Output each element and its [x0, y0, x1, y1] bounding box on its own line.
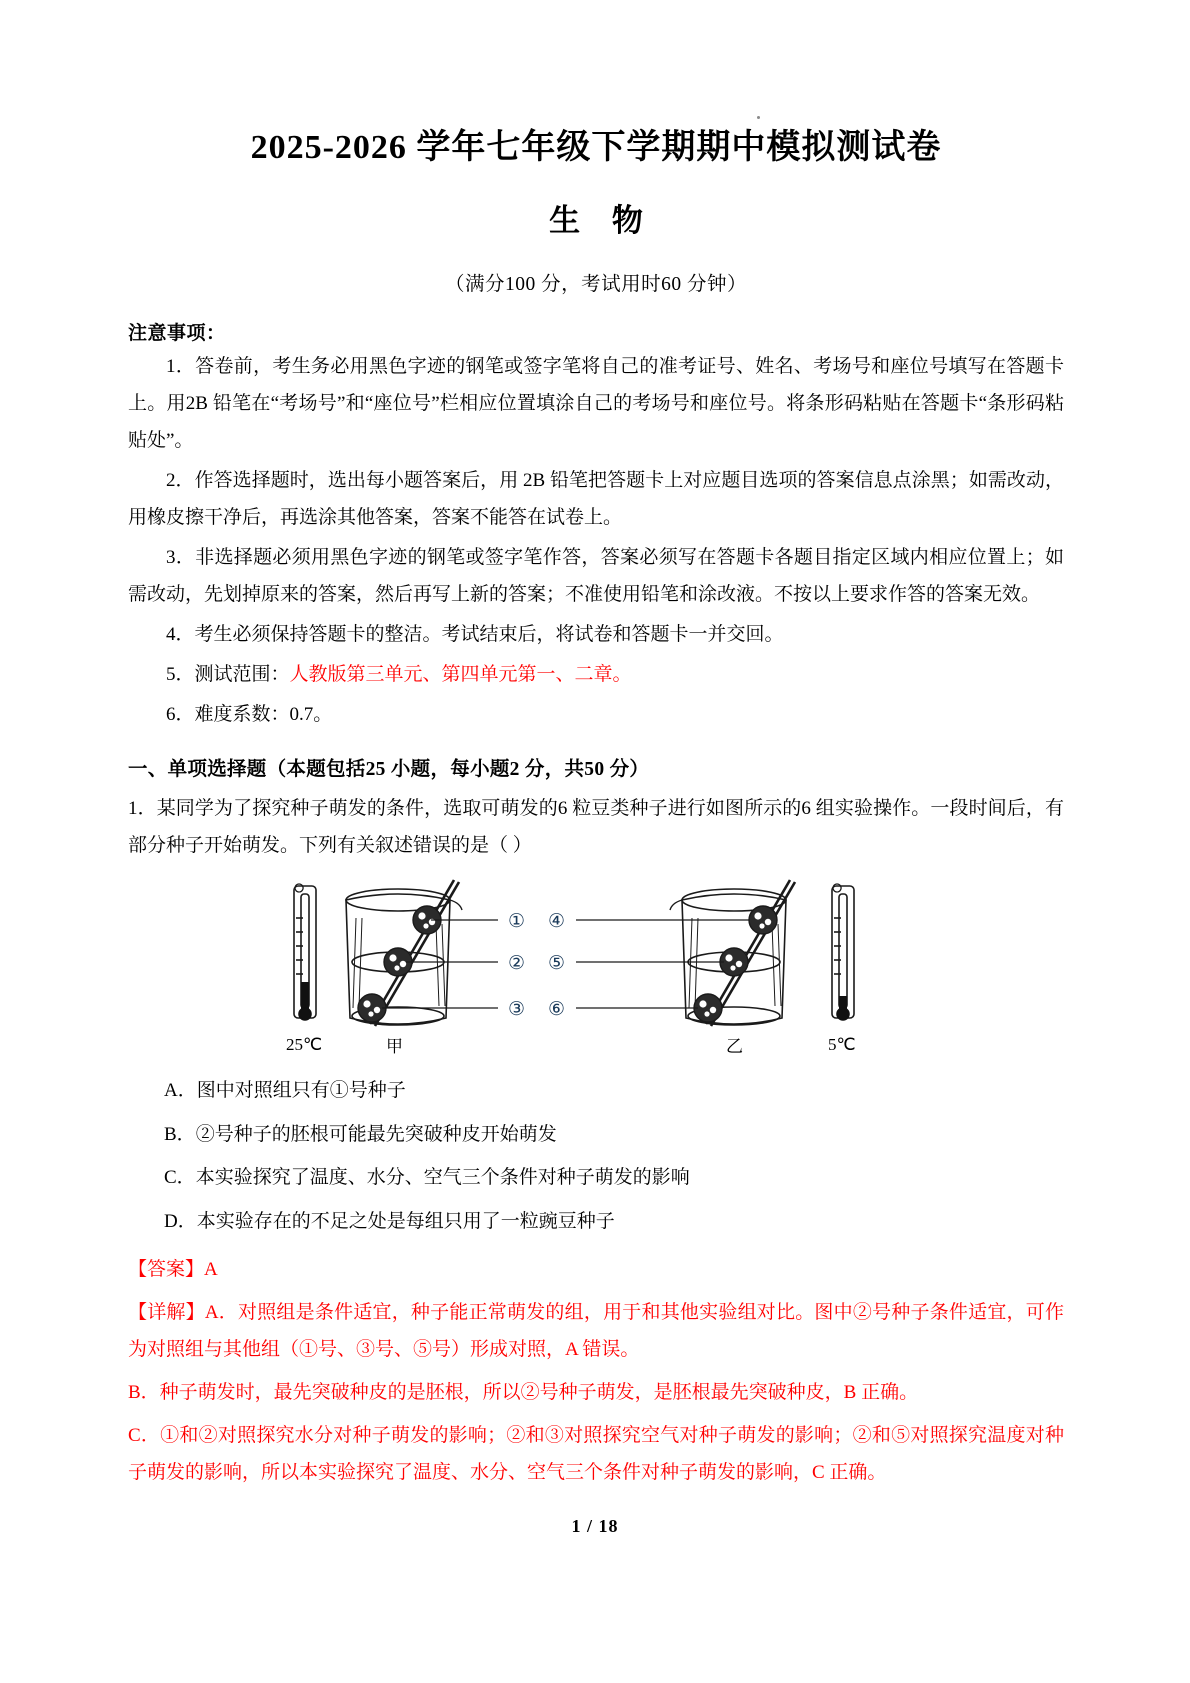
- scope-prefix: 5．测试范围：: [166, 664, 290, 686]
- question-1-figure: [128, 878, 1064, 1063]
- callout-4-label: ④: [548, 910, 566, 933]
- notice-item-2: 2．作答选择题时，选出每小题答案后，用 2B 铅笔把答题卡上对应题目选项的答案信息点涂黑；如需改动，用橡皮擦干净后，再选涂其他答案，答案不能答在试卷上。: [128, 469, 1064, 528]
- seed-germination-diagram: [276, 878, 916, 1063]
- question-1-option-c[interactable]: [128, 1163, 1064, 1193]
- page-content: [128, 0, 1064, 1491]
- page-number: 1 / 18: [571, 1516, 619, 1536]
- notice-item-1: 1．答卷前，考生务必用黑色字迹的钢笔或签字笔将自己的准考证号、姓名、考场号和座位号填写在答题卡上。用2B 铅笔在“考场号”和“座位号”栏相应位置填涂自己的考场号和座位号。将条形码粘贴在答题卡“条形码粘贴处”。: [128, 355, 1064, 451]
- callout-1-label: ①: [508, 910, 526, 933]
- scope-value: 人教版第三单元、第四单元第一、二章。: [289, 664, 632, 686]
- callout-2-label: ②: [508, 952, 526, 975]
- callout-5-label: ⑤: [548, 952, 566, 975]
- question-1-explanation-b: B．种子萌发时，最先突破种皮的是胚根，所以②号种子萌发，是胚根最先突破种皮，B 正确。: [128, 1382, 919, 1404]
- question-1-explanation-c: C．①和②对照探究水分对种子萌发的影响；②和③对照探究空气对种子萌发的影响；②和⑤对照探究温度对种子萌发的影响，所以本实验探究了温度、水分、空气三个条件对种子萌发的影响，C 正确。: [128, 1425, 1064, 1484]
- question-1-option-a[interactable]: [128, 1076, 1064, 1106]
- option-a-letter: A．: [164, 1080, 197, 1102]
- right-thermometer-label: 5℃: [828, 1035, 856, 1055]
- subject-title: 生 物: [549, 202, 655, 238]
- option-a-text: 图中对照组只有①号种子: [196, 1080, 406, 1102]
- option-c-letter: C．: [164, 1167, 196, 1189]
- page-title: 2025-2026 学年七年级下学期期中模拟测试卷: [250, 129, 942, 166]
- question-1-explanation-a: 【详解】A．对照组是条件适宜，种子能正常萌发的组，用于和其他实验组对比。图中②号种子条件适宜，可作为对照组与其他组（①号、③号、⑤号）形成对照，A 错误。: [128, 1301, 1064, 1361]
- notice-item-6: 6．难度系数：0.7。: [166, 704, 333, 726]
- question-1-option-b[interactable]: [128, 1120, 1064, 1150]
- right-beaker-label: 乙: [726, 1037, 743, 1057]
- option-b-text: ②号种子的胚根可能最先突破种皮开始萌发: [195, 1123, 557, 1145]
- notice-item-3: 3．非选择题必须用黑色字迹的钢笔或签字笔作答，答案必须写在答题卡各题目指定区域内相应位置上；如需改动，先划掉原来的答案，然后再写上新的答案；不准使用铅笔和涂改液。不按以上要求作答的答案无效。: [128, 547, 1064, 606]
- notice-item-5: [128, 656, 1064, 693]
- callout-3-label: ③: [508, 998, 526, 1021]
- option-d-letter: D．: [164, 1210, 197, 1232]
- question-1-answer: 【答案】A: [128, 1258, 218, 1280]
- option-b-letter: B．: [164, 1123, 196, 1145]
- question-1-stem: 1．某同学为了探究种子萌发的条件，选取可萌发的6 粒豆类种子进行如图所示的6 组实验操作。一段时间后，有部分种子开始萌发。下列有关叙述错误的是（ ）: [128, 798, 1064, 857]
- left-beaker-label: 甲: [386, 1037, 403, 1057]
- option-d-text: 本实验存在的不足之处是每组只用了一粒豌豆种子: [196, 1210, 615, 1232]
- callout-6-label: ⑥: [548, 998, 566, 1021]
- notice-item-4: 4．考生必须保持答题卡的整洁。考试结束后，将试卷和答题卡一并交回。: [166, 624, 784, 646]
- question-1-option-d[interactable]: [128, 1207, 1064, 1237]
- option-c-text: 本实验探究了温度、水分、空气三个条件对种子萌发的影响: [195, 1167, 690, 1189]
- section-title-choice: 一、单项选择题（本题包括25 小题，每小题2 分，共50 分）: [128, 759, 650, 781]
- score-time-line: （满分100 分，考试用时60 分钟）: [444, 273, 747, 295]
- notice-heading: 注意事项：: [128, 322, 226, 344]
- left-thermometer-label: 25℃: [286, 1035, 323, 1055]
